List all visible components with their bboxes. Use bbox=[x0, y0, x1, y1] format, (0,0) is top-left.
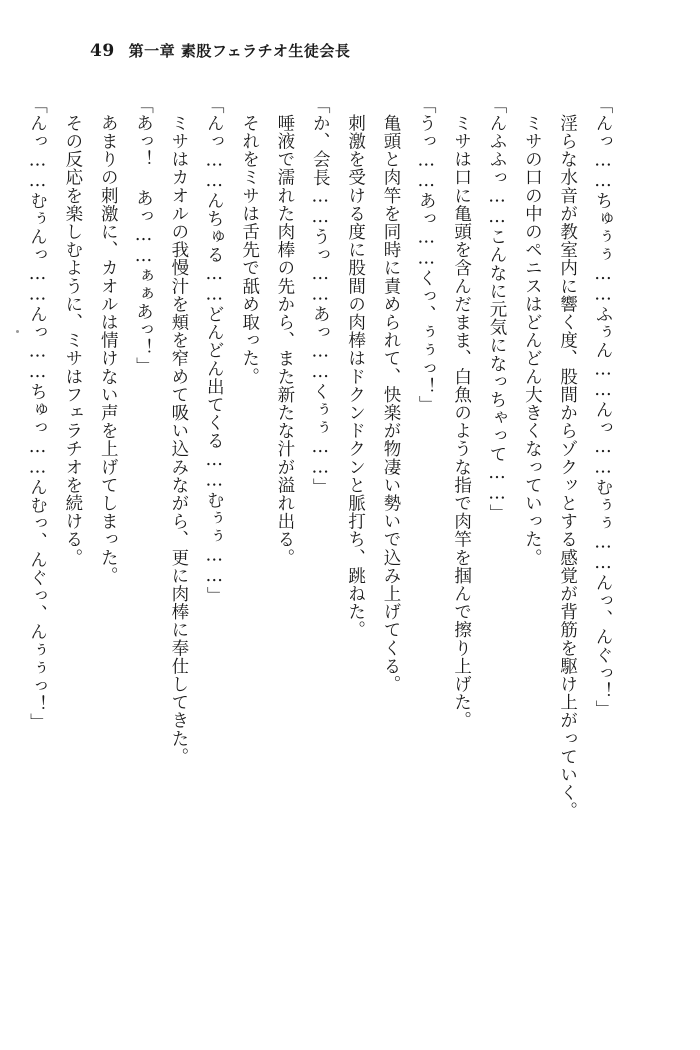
dialogue-line: 「んっ……むぅんっ……んっ……ちゅっ……んむっ、んぐっ、んぅぅっ！」 bbox=[27, 96, 48, 732]
narration-line: 刺激を受ける度に股間の肉棒はドクンドクンと脈打ち、跳ねた。 bbox=[345, 113, 366, 639]
ink-speck bbox=[16, 330, 19, 333]
narration-line: ミサはカオルの我慢汁を頬を窄めて吸い込みながら、更に肉棒に奉仕してきた。 bbox=[168, 113, 189, 766]
page-number: 49 bbox=[90, 41, 115, 61]
running-header bbox=[90, 40, 350, 61]
narration-line: それをミサは舌先で舐め取った。 bbox=[239, 113, 260, 385]
narration-line: 亀頭と肉竿を同時に責められて、快楽が物凄い勢いで込み上げてくる。 bbox=[380, 113, 401, 693]
dialogue-line: 「んっ……ちゅぅぅ……ふぅん……んっ……むぅぅ……んっ、んぐっ！」 bbox=[593, 96, 613, 719]
dialogue-line: 「んっ……んちゅる……どんどん出てくる……むぅぅ……」 bbox=[204, 96, 225, 605]
narration-line: その反応を楽しむように、ミサはフェラチオを続ける。 bbox=[62, 113, 83, 566]
dialogue-line: 「か、会長……うっ……あっ……くぅぅ……」 bbox=[310, 96, 331, 497]
page-body-text bbox=[27, 96, 620, 896]
dialogue-line: 「あっ！ あっ……ぁぁあっ！」 bbox=[133, 96, 154, 375]
narration-line: ミサの口の中のペニスはどんどん大きくなっていった。 bbox=[522, 113, 543, 566]
narration-line: 唾液で濡れた肉棒の先から、また新たな汁が溢れ出る。 bbox=[274, 113, 295, 566]
narration-line: 淫らな水音が教室内に響く度、股間からゾクッとする感覚が背筋を駆け上がっていく。 bbox=[557, 113, 578, 820]
dialogue-line: 「うっ……あっ……くっ、ぅぅっ！」 bbox=[416, 96, 437, 414]
narration-line: あまりの刺激に、カオルは情けない声を上げてしまった。 bbox=[98, 113, 119, 585]
narration-line: ミサは口に亀頭を含んだまま、白魚のような指で肉竿を掴んで擦り上げた。 bbox=[451, 113, 472, 729]
chapter-title: 第一章 素股フェラチオ生徒会長 bbox=[128, 42, 351, 60]
dialogue-line: 「んふふっ……こんなに元気になっちゃって……」 bbox=[486, 96, 507, 523]
